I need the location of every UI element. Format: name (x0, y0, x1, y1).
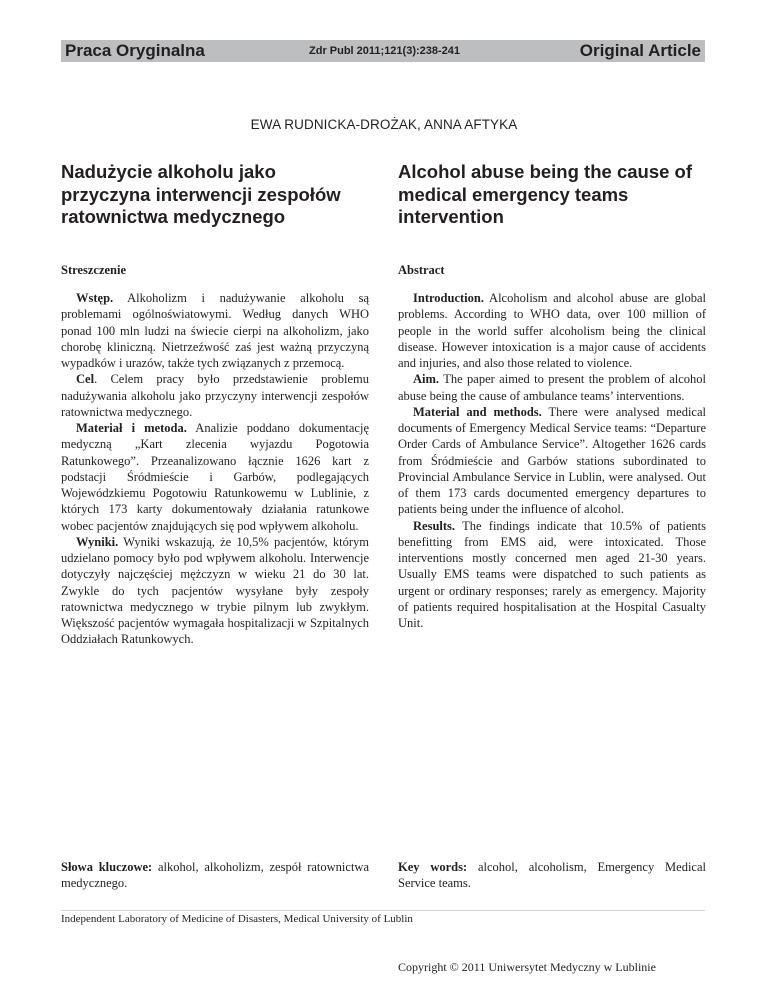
footer-divider (61, 910, 705, 911)
section-text: There were analysed medical documents of Emergency Medical Service teams: “Departure Order Cards of Ambulance Service”. Altogether 1626 cards from Śródmieście and Garbów stations subordinated to Provincial Ambulance Service in Lublin, were analysed. Out of them 173 cards documented emergency departures to patients being under the influence of alcohol. (398, 404, 706, 517)
keywords-text: alkohol, alkoholizm, zespół ratownictwa medycznego. (61, 860, 369, 891)
keywords-label: Słowa kluczowe: (61, 860, 153, 874)
keywords-polish (61, 859, 369, 892)
affiliation: Independent Laboratory of Medicine of Disasters, Medical University of Lublin (61, 913, 413, 925)
abstract-paragraph (398, 404, 706, 518)
section-label: Material and methods. (413, 404, 542, 419)
header-type-english: Original Article (579, 41, 701, 60)
section-text: Analizie poddano dokumentację medyczną „Kart zlecenia wyjazdu Pogotowia Ratunkowego”. Przeanalizowano łącznie 1626 kart z podstacji Śródmieście i Garbów, podlegających Wojewódzkiemu Pogotowiu Ratunkowemu w Lublinie, z których 173 karty dokumentowały działania ratunkowe wobec pacjentów znajdujących się pod wpływem alkoholu. (61, 421, 370, 533)
abstract-english (398, 290, 706, 631)
abstract-paragraph (61, 534, 369, 648)
abstract-paragraph (398, 518, 706, 632)
abstract-heading-english: Abstract (398, 263, 445, 277)
abstract-paragraph (398, 371, 706, 404)
abstract-paragraph (398, 290, 706, 371)
section-text: Alkoholizm i nadużywanie alkoholu są problemami ogólnoświatowymi. Według danych WHO ponad 100 mln ludzi na świecie cierpi na alkoholizm, jako chorobę kliniczną. Nietrzeźwość zaś jest ważną przyczyną wypadków i urazów, także tych związanych z przemocą. (61, 291, 369, 370)
keywords-english (398, 859, 706, 892)
section-text: Alcoholism and alcohol abuse are global problems. According to WHO data, over 100 million of people in the world suffer alcoholism being the clinical disease. However intoxication is a major cause of accidents and injuries, and also those related to violence. (398, 291, 706, 370)
section-label: Cel (76, 372, 95, 387)
title-polish: Nadużycie alkoholu jako przyczyna interwencji zespołów ratownictwa medycznego (61, 161, 341, 227)
section-text: The findings indicate that 10.5% of patients benefitting from EMS aid, were intoxicated. Those interventions mostly concerned men aged 21-30 years. Usually EMS teams were dispatched to such patients as urgent or ordinary responses; rarely as emergency. Majority of patients required hospitalisation at the Hospital Casualty Unit. (398, 518, 706, 630)
abstract-polish (61, 290, 369, 648)
header-citation: Zdr Publ 2011;121(3):238-241 (309, 45, 461, 57)
running-header (61, 40, 705, 62)
section-label: Wyniki. (76, 534, 119, 549)
copyright: Copyright © 2011 Uniwersytet Medyczny w Lublinie (398, 960, 656, 974)
authors: EWA RUDNICKA-DROŻAK, ANNA AFTYKA (250, 117, 518, 132)
section-label: Materiał i metoda. (76, 421, 187, 435)
section-text: The paper aimed to present the problem of alcohol abuse being the cause of ambulance teams’ interventions. (398, 372, 706, 403)
abstract-paragraph (61, 290, 369, 371)
abstract-heading-polish: Streszczenie (61, 263, 127, 277)
section-label: Introduction. (413, 291, 484, 305)
abstract-paragraph (61, 420, 369, 534)
section-text: . Celem pracy było przedstawienie problemu nadużywania alkoholu jako przyczyny interwencji zespołów ratownictwa medycznego. (61, 372, 369, 419)
header-type-polish: Praca Oryginalna (65, 41, 205, 60)
section-label: Results. (413, 518, 456, 533)
keywords-text: alcohol, alcoholism, Emergency Medical Service teams. (398, 860, 706, 891)
keywords-label: Key words: (398, 860, 468, 874)
section-label: Wstęp. (76, 291, 114, 305)
section-text: Wyniki wskazują, że 10,5% pacjentów, którym udzielano pomocy było pod wpływem alkoholu. Interwencje dotyczyły najczęściej mężczyzn w wieku 21 do 30 lat. Zwykle do tych pacjentów wysyłane były zespoły ratownictwa medycznego w trybie pilnym lub zwykłym. Większość pacjentów wymagała hospitalizacji w Szpitalnych Oddziałach Ratunkowych. (61, 534, 369, 647)
abstract-paragraph (61, 371, 369, 420)
title-english: Alcohol abuse being the cause of medical emergency teams intervention (398, 161, 692, 227)
section-label: Aim. (413, 372, 440, 387)
